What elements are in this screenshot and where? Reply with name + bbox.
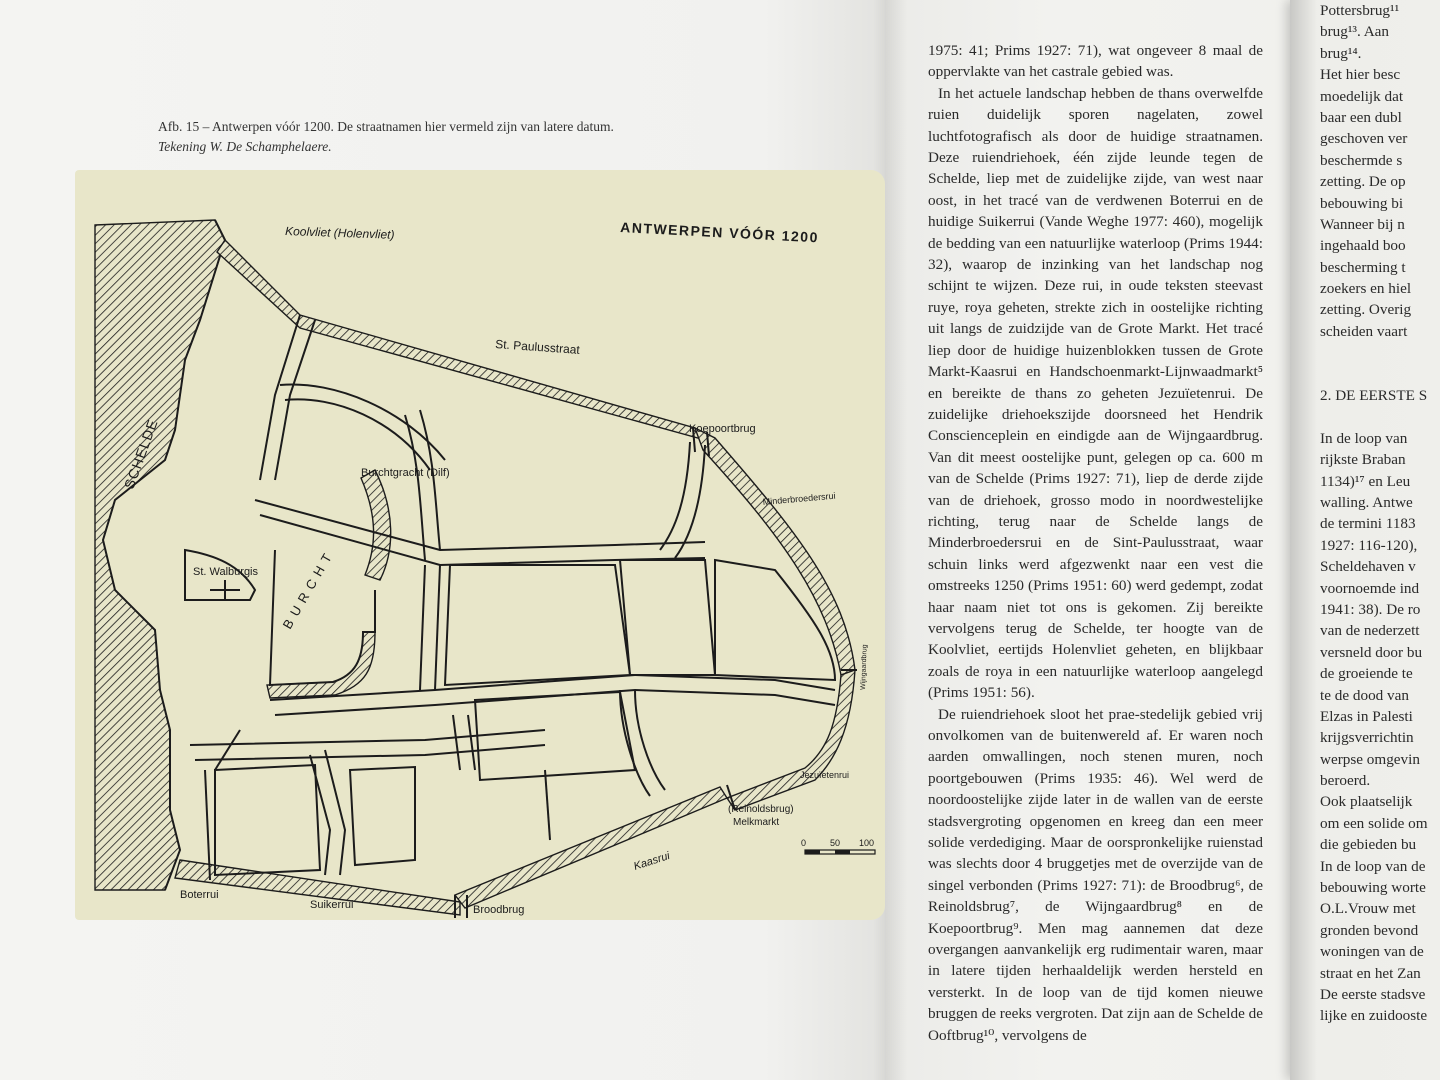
label-walburgis: St. Walburgis xyxy=(193,566,259,578)
far-line: bebouwing worte xyxy=(1320,879,1426,897)
walburgis-cross xyxy=(210,580,240,600)
far-line xyxy=(1320,406,1440,427)
far-line: Pottersbrug¹¹ xyxy=(1320,2,1400,19)
far-line: ingehaald boo xyxy=(1320,237,1406,255)
far-line: Scheldehaven v xyxy=(1320,558,1416,576)
far-line: gronden bevond xyxy=(1320,921,1419,939)
far-line: woningen van de xyxy=(1320,943,1424,961)
paragraph-1: 1975: 41; Prims 1927: 71), wat ongeveer 8 maal de oppervlakte van het castrale gebied was. xyxy=(928,42,1263,81)
minderbroedersrui xyxy=(695,428,855,675)
far-line: de termini 1183 xyxy=(1320,515,1416,533)
far-line: beroerd. xyxy=(1320,772,1371,790)
next-page-text xyxy=(1320,0,1440,1027)
far-line: bescherming t xyxy=(1320,258,1406,276)
far-line: In de loop van xyxy=(1320,429,1408,447)
caption-credit: Tekening W. De Schamphelaere. xyxy=(158,139,332,154)
far-line: baar een dubl xyxy=(1320,108,1402,126)
label-paulusstraat: St. Paulusstraat xyxy=(494,337,581,357)
map-title: ANTWERPEN VÓÓR 1200 xyxy=(619,219,820,246)
jezuietenrui xyxy=(727,670,855,810)
far-line: moedelijk dat xyxy=(1320,87,1404,105)
label-minderbroedersrui: Minderbroedersrui xyxy=(762,490,836,507)
far-line: Het hier besc xyxy=(1320,66,1401,84)
label-burcht: BURCHT xyxy=(279,545,338,632)
far-line: scheiden vaart xyxy=(1320,322,1408,340)
far-line: O.L.Vrouw met xyxy=(1320,900,1416,918)
far-line: voornoemde ind xyxy=(1320,579,1420,597)
paragraph-3: De ruiendriehoek sloot het prae-stedelijk gebied vrij onvolkomen van de buitenwereld af. Er waren noch aarden omwallingen, noch stenen muren, noch poortgebouwen (Prims 1935: 46). Wel werd de noordoostelijke zijde later in de wallen van de eerste stadsvergroting opgenomen en kreeg dan een meer solide verdediging. Maar de oorspronkelijke ruienstad was slechts door 4 bruggetjes met de overzijde van de singel verbonden (Prims 1927: 71): de Broodbrug⁶, de Reinoldsbrug⁷, de Wijngaardbrug⁸ en de Koepoortbrug⁹. Men mag aannemen dat deze overgangen aanvankelijk erg rudimentair waren, maar in latere tijden herhaaldelijk werden hersteld en versterkt. In de loop van de tijd komen nieuwe bruggen de reeks vergroten. Dat zijn aan de Schelde de Ooftbrug¹⁰, vervolgens de xyxy=(928,705,1263,1044)
label-boterrui: Boterrui xyxy=(180,889,219,901)
paulusstraat-rui xyxy=(217,240,705,440)
far-line: 1134)¹⁷ en Leu xyxy=(1320,472,1411,490)
far-line: krijgsverrichtin xyxy=(1320,729,1414,747)
label-schelde: SCHELDE xyxy=(120,416,161,492)
label-broodbrug: Broodbrug xyxy=(473,904,525,916)
scale-bar xyxy=(801,838,875,854)
label-koepoortbrug: Koepoortbrug xyxy=(689,423,756,435)
far-line: beschermde s xyxy=(1320,151,1403,169)
far-line: brug¹⁴. xyxy=(1320,44,1362,62)
label-jezuietenrui: Jezuïetenrui xyxy=(800,770,850,780)
far-line xyxy=(1320,364,1440,385)
caption-text: Afb. 15 – Antwerpen vóór 1200. De straatnamen hier vermeld zijn van latere datum. xyxy=(158,119,614,134)
far-line: rijkste Braban xyxy=(1320,451,1406,469)
far-line: In de loop van de xyxy=(1320,857,1426,875)
label-melkmarkt: Melkmarkt xyxy=(733,817,780,828)
far-line: Wanneer bij n xyxy=(1320,215,1405,233)
far-line: werpse omgevin xyxy=(1320,750,1420,768)
label-kaasrui: Kaasrui xyxy=(632,849,672,873)
scale-label-50: 50 xyxy=(830,838,841,848)
far-line: om een solide om xyxy=(1320,814,1428,832)
far-line: Ook plaatselijk xyxy=(1320,793,1413,811)
far-line: walling. Antwe xyxy=(1320,493,1413,511)
far-line: 1941: 38). De ro xyxy=(1320,600,1421,618)
far-line: geschoven ver xyxy=(1320,130,1408,148)
far-line: 1927: 116-120), xyxy=(1320,536,1418,554)
paragraph-2: In het actuele landschap hebben de thans overwelfde ruien duidelijk sporen nagelaten, zowel luchtfotografisch als door de huidige straatnamen. Deze ruiendriehoek, één zijde leunde tegen de Schelde, liep met de zuidelijke zijde, van west naar oost, in het tracé van de verdwenen Boterrui en de huidige Suikerrui (Vande Weghe 1977: 460), mogelijk de bedding van een natuurlijke waterloop (Prims 1944: 32), waarop de inzinking van het landschap nog schijnt te wijzen. Deze rui, in oude teksten steevast ruye, roya geheten, strekte zich in oostelijke richting uit langs de zuidzijde van de Grote Markt. Het tracé liep door de huidige huizenblokken tussen de Grote Markt-Kaasrui en Handschoenmarkt-Lijnwaadmarkt⁵ en bereikte de thans zo geheten Jezuïetenrui. De zuidelijke driehoekszijde doorsneed het Hendrik Conscienceplein en eindigde aan de Wijngaardbrug. Van dit meest oostelijke punt, gelegen op ca. 600 m van de Schelde (Prims 1927: 71), liep de derde zijde van de driehoek, grosso modo in noordwestelijke richting, terug naar de Schelde langs de Minderbroedersrui en de Sint-Paulusstraat, waar schuin links werd afgezwenkt naar een vest die omstreeks 1250 (Prims 1951: 60) werd gedempt, zodat haar naam niet tot ons is gekomen. Zij bereikte vervolgens terug de Schelde, ter hoogte van de Koolvliet, eertijds Holenvliet geheten, en blijkbaar zoals de roya in een natuurlijke waterloop aangelegd (Prims 1951: 56). xyxy=(928,84,1263,702)
far-line xyxy=(1320,342,1440,363)
label-burchtgracht: Burchtgracht (Dilf) xyxy=(361,467,450,479)
far-line: Elzas in Palesti xyxy=(1320,707,1413,725)
far-line: zetting. De op xyxy=(1320,173,1406,191)
far-heading: 2. DE EERSTE S xyxy=(1320,387,1428,405)
figure-caption xyxy=(158,117,678,157)
far-line: brug¹³. Aan xyxy=(1320,23,1390,41)
far-line: de groeiende te xyxy=(1320,665,1413,683)
label-wijngaardbrug: Wijngaardbrug xyxy=(860,644,869,691)
label-reinoldsbrug: (Reinoldsbrug) xyxy=(728,804,794,815)
far-line: te de dood van xyxy=(1320,686,1409,704)
burchtgracht xyxy=(361,470,391,580)
main-text-column xyxy=(928,10,1263,1046)
far-line: bebouwing bi xyxy=(1320,194,1404,212)
scale-label-100: 100 xyxy=(859,838,875,848)
label-koolvliet: Koolvliet (Holenvliet) xyxy=(284,224,395,242)
scale-label-0: 0 xyxy=(801,838,807,848)
far-line: zetting. Overig xyxy=(1320,301,1412,319)
far-line: die gebieden bu xyxy=(1320,836,1417,854)
label-suikerrui: Suikerrui xyxy=(310,899,354,911)
map-figure xyxy=(75,170,885,920)
far-line: zoekers en hiel xyxy=(1320,280,1412,298)
far-line: van de nederzett xyxy=(1320,622,1420,640)
kaasrui xyxy=(455,787,727,908)
far-line: De eerste stadsve xyxy=(1320,985,1426,1003)
far-line: lijke en zuidooste xyxy=(1320,1007,1428,1025)
far-line: straat en het Zan xyxy=(1320,964,1421,982)
far-line: versneld door bu xyxy=(1320,643,1423,661)
